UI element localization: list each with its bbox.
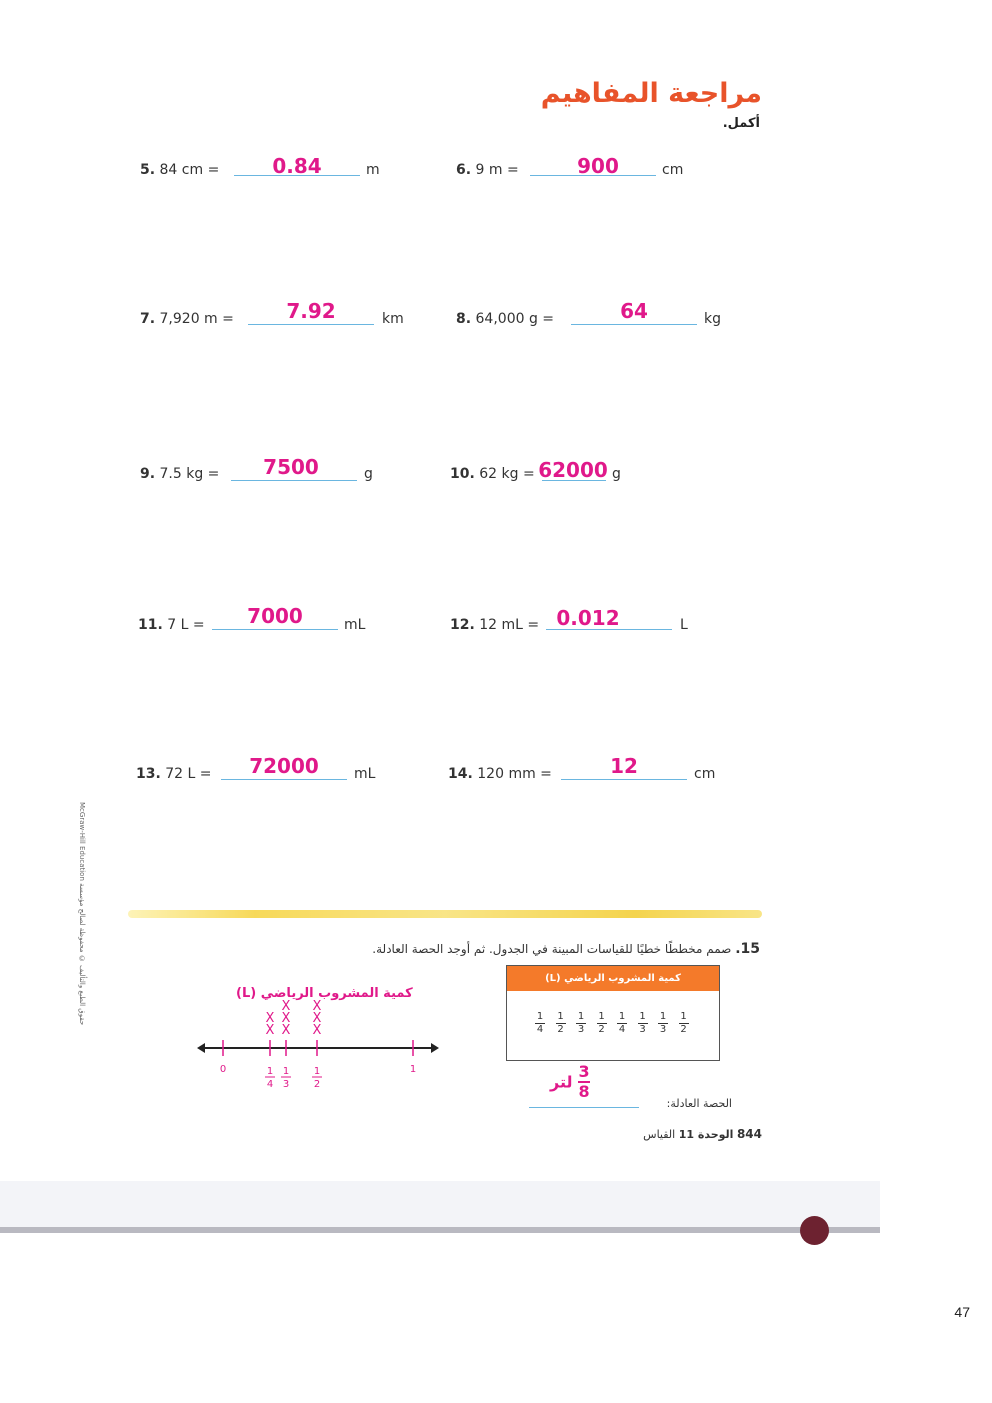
- answer-text: 72000: [249, 754, 319, 778]
- problem-number: 9.: [140, 466, 156, 482]
- table-fraction: [615, 1011, 629, 1036]
- x-marks: [266, 999, 322, 1038]
- fraction-denominator: 3: [577, 1024, 585, 1035]
- unit-label: cm: [662, 162, 684, 178]
- unit-label: km: [382, 311, 404, 327]
- answer-text: 12: [610, 754, 638, 778]
- answer-blank[interactable]: [231, 480, 357, 481]
- fair-share-numerator: 3: [578, 1062, 590, 1081]
- viewer-band: [0, 1181, 880, 1227]
- data-table: [506, 965, 720, 1061]
- book-page-number: 844: [736, 1127, 762, 1141]
- unit-label: mL: [344, 617, 366, 633]
- fair-share-answer: [550, 1064, 590, 1100]
- problem-expression: 7.5 kg =: [159, 466, 220, 482]
- label-third-num: 1: [282, 1066, 290, 1077]
- fraction-denominator: 2: [680, 1024, 687, 1035]
- problem-expression: 62 kg =: [479, 466, 535, 482]
- answer-text: 7000: [247, 604, 303, 628]
- problem-expression: 120 mm =: [477, 766, 552, 782]
- table-body: [507, 991, 719, 1051]
- fraction-denominator: 3: [639, 1024, 646, 1035]
- right-arrow-icon: [431, 1043, 439, 1053]
- problem-expression: 84 cm =: [159, 162, 220, 178]
- problem-expression: 64,000 g =: [475, 311, 555, 327]
- question-text: صمم مخططًا خطيًا للقياسات المبينة في الجدول. ثم أوجد الحصة العادلة.: [372, 942, 732, 956]
- unit-label: الوحدة 11: [678, 1128, 734, 1141]
- label-quarter-num: 1: [266, 1066, 274, 1077]
- answer-text: 0.012: [556, 606, 620, 630]
- problem-number: 5.: [140, 162, 156, 178]
- problem-expression: 72 L =: [165, 766, 212, 782]
- fraction-numerator: 1: [536, 1011, 544, 1022]
- answer-blank[interactable]: [571, 324, 697, 325]
- table-fraction: [636, 1011, 650, 1036]
- page-footer: [643, 1127, 762, 1141]
- left-arrow-icon: [197, 1043, 205, 1053]
- problem-10: [450, 466, 535, 482]
- problem-number: 10.: [450, 466, 475, 482]
- answer-blank[interactable]: [561, 779, 687, 780]
- answer-text: 0.84: [272, 154, 322, 178]
- unit-label: g: [612, 466, 621, 482]
- fraction-numerator: 1: [680, 1011, 687, 1022]
- x-mark-quarter: X: [265, 1023, 275, 1038]
- label-one: 1: [409, 1064, 417, 1075]
- label-third-den: 3: [282, 1079, 290, 1090]
- table-header: كمية المشروب الرياضي (L): [507, 966, 719, 991]
- problem-number: 8.: [456, 311, 472, 327]
- answer-text: 900: [577, 154, 619, 178]
- document-page-number: 47: [954, 1304, 970, 1320]
- unit-label: g: [364, 466, 373, 482]
- table-fraction: [677, 1011, 691, 1036]
- unit-label: m: [366, 162, 380, 178]
- x-mark-half: X: [312, 999, 322, 1014]
- fair-share-denominator: 8: [578, 1082, 590, 1101]
- label-half-num: 1: [313, 1066, 321, 1077]
- answer-text: 7.92: [286, 299, 336, 323]
- unit-label: kg: [704, 311, 721, 327]
- fraction-denominator: 4: [618, 1024, 626, 1035]
- problem-9: [140, 466, 219, 482]
- problem-expression: 9 m =: [475, 162, 519, 178]
- fraction-numerator: 1: [557, 1011, 564, 1022]
- fraction-numerator: 1: [659, 1011, 667, 1022]
- table-fraction: [656, 1011, 670, 1036]
- answer-blank[interactable]: [221, 779, 347, 780]
- unit-label: mL: [354, 766, 376, 782]
- x-mark-third: X: [281, 1023, 291, 1038]
- fair-share-label: الحصة العادلة:: [666, 1097, 732, 1110]
- problem-expression: 7 L =: [167, 617, 205, 633]
- problem-13: [136, 766, 212, 782]
- topic-label: القياس: [643, 1128, 676, 1141]
- section-title: مراجعة المفاهيم: [540, 78, 762, 109]
- problem-12: [450, 617, 539, 633]
- problem-11: [138, 617, 205, 633]
- fair-share-blank[interactable]: [529, 1107, 639, 1108]
- question-number: 15.: [735, 941, 760, 957]
- answer-blank[interactable]: [212, 629, 338, 630]
- table-fraction: [554, 1011, 568, 1036]
- problem-expression: 7,920 m =: [159, 311, 234, 327]
- answer-text: 62000: [538, 458, 608, 482]
- problem-number: 7.: [140, 311, 156, 327]
- table-fraction: [574, 1011, 588, 1036]
- table-fraction: [595, 1011, 609, 1036]
- fraction-numerator: 1: [639, 1011, 646, 1022]
- x-mark-half: X: [312, 1023, 322, 1038]
- fraction-numerator: 1: [598, 1011, 605, 1022]
- unit-label: L: [680, 617, 688, 633]
- highlight-divider: [128, 910, 762, 918]
- fraction-denominator: 2: [557, 1024, 564, 1035]
- problem-7: [140, 311, 234, 327]
- question-15: [372, 941, 760, 957]
- answer-text: 7500: [263, 455, 319, 479]
- unit-label: cm: [694, 766, 716, 782]
- problem-number: 14.: [448, 766, 473, 782]
- problem-8: [456, 311, 554, 327]
- line-plot: [195, 990, 445, 1100]
- problem-expression: 12 mL =: [479, 617, 540, 633]
- answer-blank[interactable]: [248, 324, 374, 325]
- x-mark-third: X: [281, 999, 291, 1014]
- x-mark-third: X: [281, 1011, 291, 1026]
- line-plot-title: كمية المشروب الرياضي (L): [236, 986, 413, 1001]
- viewer-scroll-handle[interactable]: [800, 1216, 829, 1245]
- problem-number: 11.: [138, 617, 163, 633]
- answer-text: 64: [620, 299, 648, 323]
- problem-5: [140, 162, 219, 178]
- x-mark-quarter: X: [265, 1011, 275, 1026]
- instruction-text: أكمل.: [722, 116, 760, 131]
- fraction-denominator: 4: [536, 1024, 544, 1035]
- problem-14: [448, 766, 552, 782]
- label-quarter-den: 4: [266, 1079, 274, 1090]
- fraction-denominator: 2: [598, 1024, 605, 1035]
- fair-share-unit: لتر: [550, 1072, 573, 1092]
- problem-number: 12.: [450, 617, 475, 633]
- viewer-scroll-track[interactable]: [0, 1227, 880, 1233]
- label-half-den: 2: [313, 1079, 321, 1090]
- x-mark-half: X: [312, 1011, 322, 1026]
- problem-6: [456, 162, 519, 178]
- fraction-numerator: 1: [577, 1011, 585, 1022]
- problem-number: 6.: [456, 162, 472, 178]
- fraction-numerator: 1: [618, 1011, 626, 1022]
- fraction-denominator: 3: [659, 1024, 667, 1035]
- label-zero: 0: [219, 1064, 227, 1075]
- copyright-note: McGraw-Hill Education حقوق الطبع والتأليف © محفوظة لصالح مؤسسة: [78, 802, 86, 1026]
- table-fraction: [533, 1011, 547, 1036]
- problem-number: 13.: [136, 766, 161, 782]
